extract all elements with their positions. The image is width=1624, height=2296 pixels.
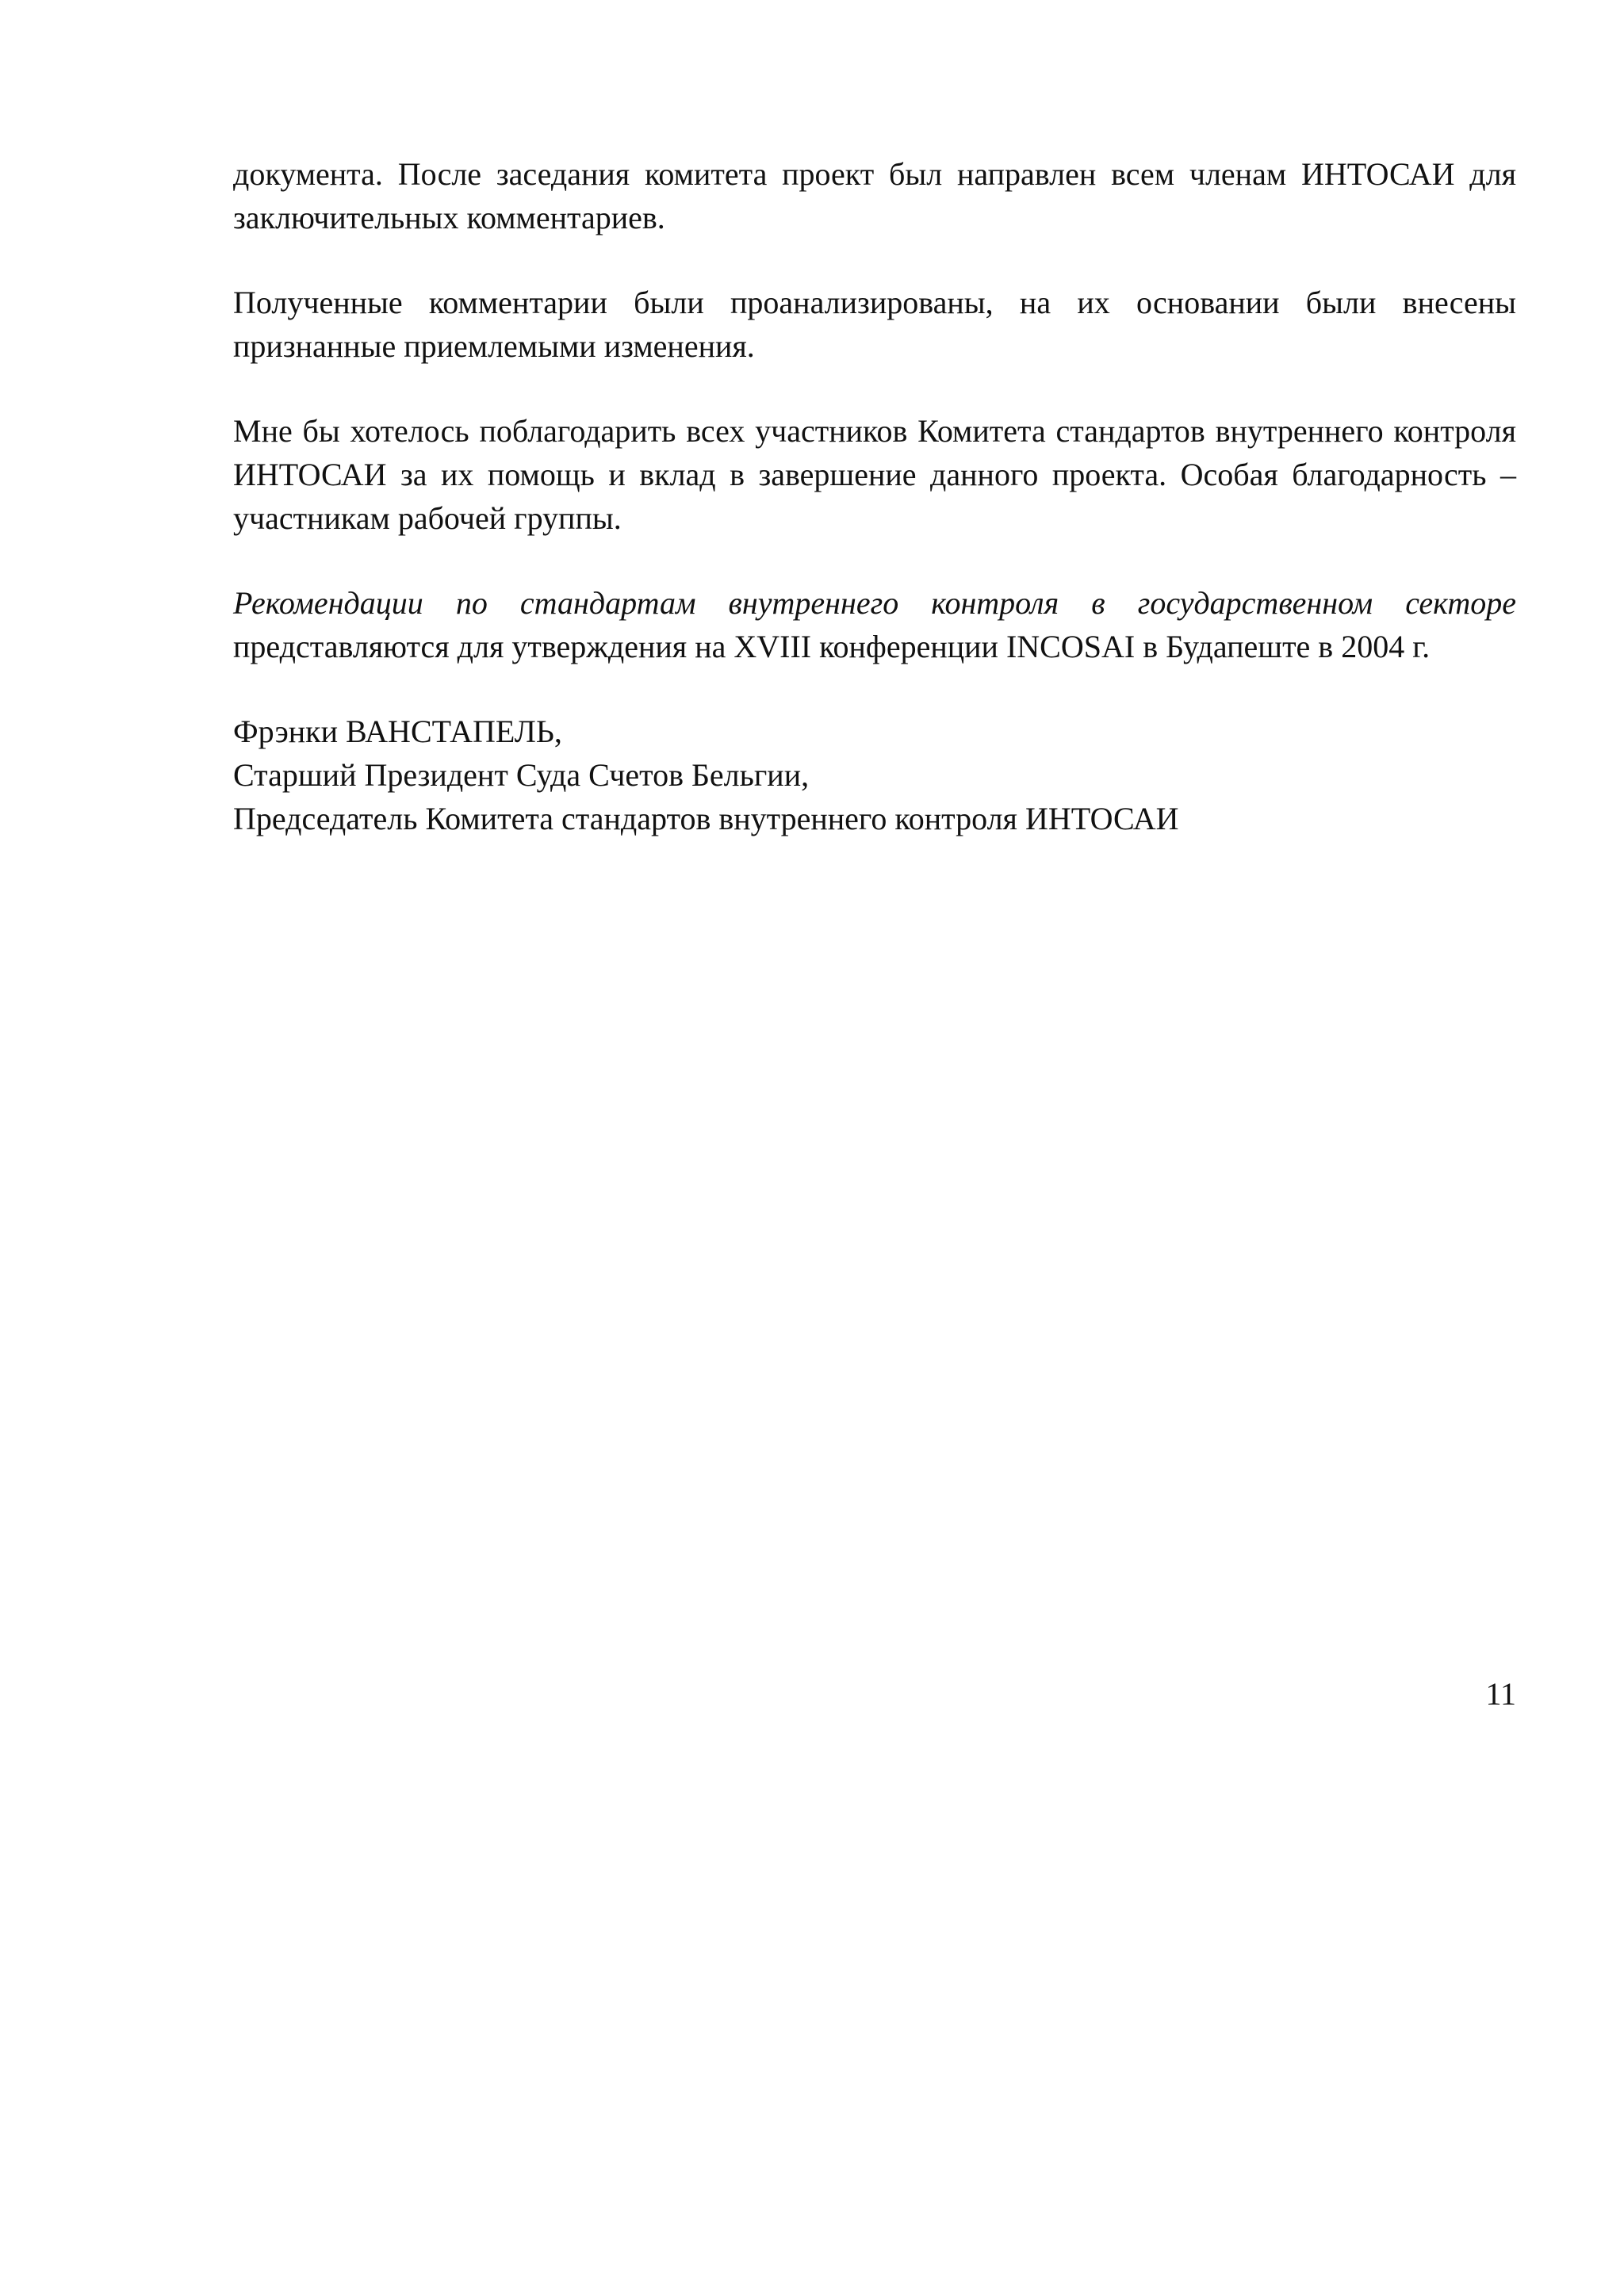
paragraph-comments-analyzed: Полученные комментарии были проанализированы, на их основании были внесены признанные приемлемыми изменения. (233, 285, 1516, 364)
signatory-position: Старший Президент Суда Счетов Бельгии, (233, 757, 810, 793)
paragraph-submission (233, 581, 1516, 668)
signatory-role: Председатель Комитета стандартов внутреннего контроля ИНТОСАИ (233, 801, 1179, 836)
guidelines-title: Рекомендации по стандартам внутреннего контроля в государственном секторе (233, 585, 1516, 621)
signatory-name: Фрэнки ВАНСТАПЕЛЬ, (233, 714, 562, 749)
submission-text: представляются для утверждения на XVIII конференции INCOSAI в Будапеште в 2004 г. (233, 629, 1431, 664)
paragraph-acknowledgements: Мне бы хотелось поблагодарить всех участников Комитета стандартов внутреннего контроля ИНТОСАИ за их помощь и вклад в завершение данного проекта. Особая благодарность – участникам рабочей группы. (233, 413, 1516, 536)
document-body (233, 152, 1516, 840)
paragraph-draft-sent: документа. После заседания комитета проект был направлен всем членам ИНТОСАИ для заключительных комментариев. (233, 156, 1516, 235)
page-number: 11 (1485, 1676, 1516, 1712)
signature-block (233, 710, 1516, 840)
